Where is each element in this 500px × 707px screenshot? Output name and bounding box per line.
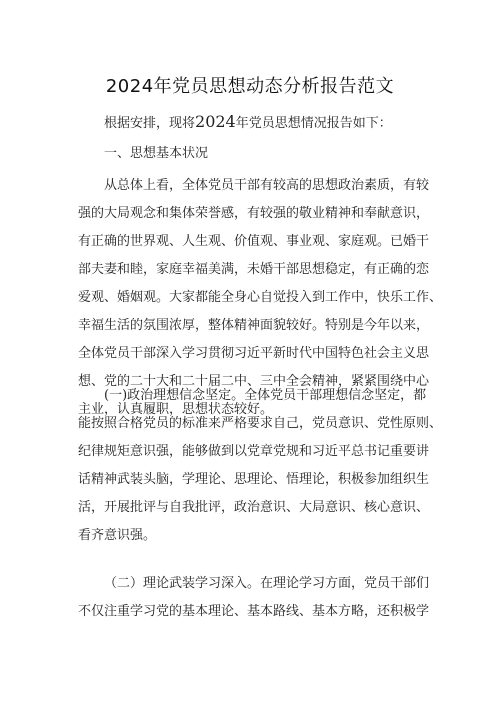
paragraph-line: 主业，认真履职，思想状态较好。	[78, 402, 274, 417]
paragraph-line: 不仅注重学习党的基本理论、基本路线、基本方略，还积极学	[78, 604, 430, 619]
paragraph-line: 部夫妻和睦，家庭幸福美满，未婚干部思想稳定，有正确的恋	[78, 262, 430, 277]
paragraph-political-belief	[78, 382, 443, 550]
intro-prefix: 根据安排，现将	[104, 116, 196, 131]
paragraph-line: 话精神武装头脑，学理论、思理论、悟理论，积极参加组织生	[78, 472, 430, 487]
paragraph-line: 爱观、婚姻观。大家都能全身心自觉投入到工作中，快乐工作、	[78, 290, 443, 305]
document-title: 2024年党员思想动态分析报告范文	[105, 76, 395, 97]
paragraph-line: 幸福生活的氛围浓厚，整体精神面貌较好。特别是今年以来，	[78, 318, 430, 333]
paragraph-line: 看齐意识强。	[78, 528, 157, 543]
paragraph-theory-study	[78, 570, 428, 626]
paragraph-line: 活，开展批评与自我批评，政治意识、大局意识、核心意识、	[78, 500, 430, 515]
intro-year: 2024	[195, 112, 236, 131]
paragraph-line: 纪律规矩意识强，能够做到以党章党规和习近平总书记重要讲	[78, 444, 430, 459]
intro-line	[104, 108, 392, 138]
paragraph-line: 从总体上看，全体党员干部有较高的思想政治素质，有较	[104, 178, 430, 193]
section-heading: 一、思想基本状况	[104, 146, 209, 161]
paragraph-line: 全体党员干部深入学习贯彻习近平新时代中国特色社会主义思	[78, 346, 430, 361]
paragraph-line: 有正确的世界观、人生观、价值观、事业观、家庭观。已婚干	[78, 234, 430, 249]
intro-suffix: 年党员思想情况报告如下：	[235, 116, 392, 131]
paragraph-line: (一)政治理想信念坚定。全体党员干部理想信念坚定，都	[104, 388, 427, 403]
paragraph-line: （二）理论武装学习深入。在理论学习方面，党员干部们	[104, 576, 430, 591]
paragraph-line: 强的大局观念和集体荣誉感，有较强的敬业精神和奉献意识，	[78, 206, 430, 221]
paragraph-line: 想、党的二十大和二十届二中、三中全会精神，紧紧围绕中心	[78, 374, 430, 389]
paragraph-line: 能按照合格党员的标准来严格要求自己，党员意识、党性原则、	[78, 416, 443, 431]
